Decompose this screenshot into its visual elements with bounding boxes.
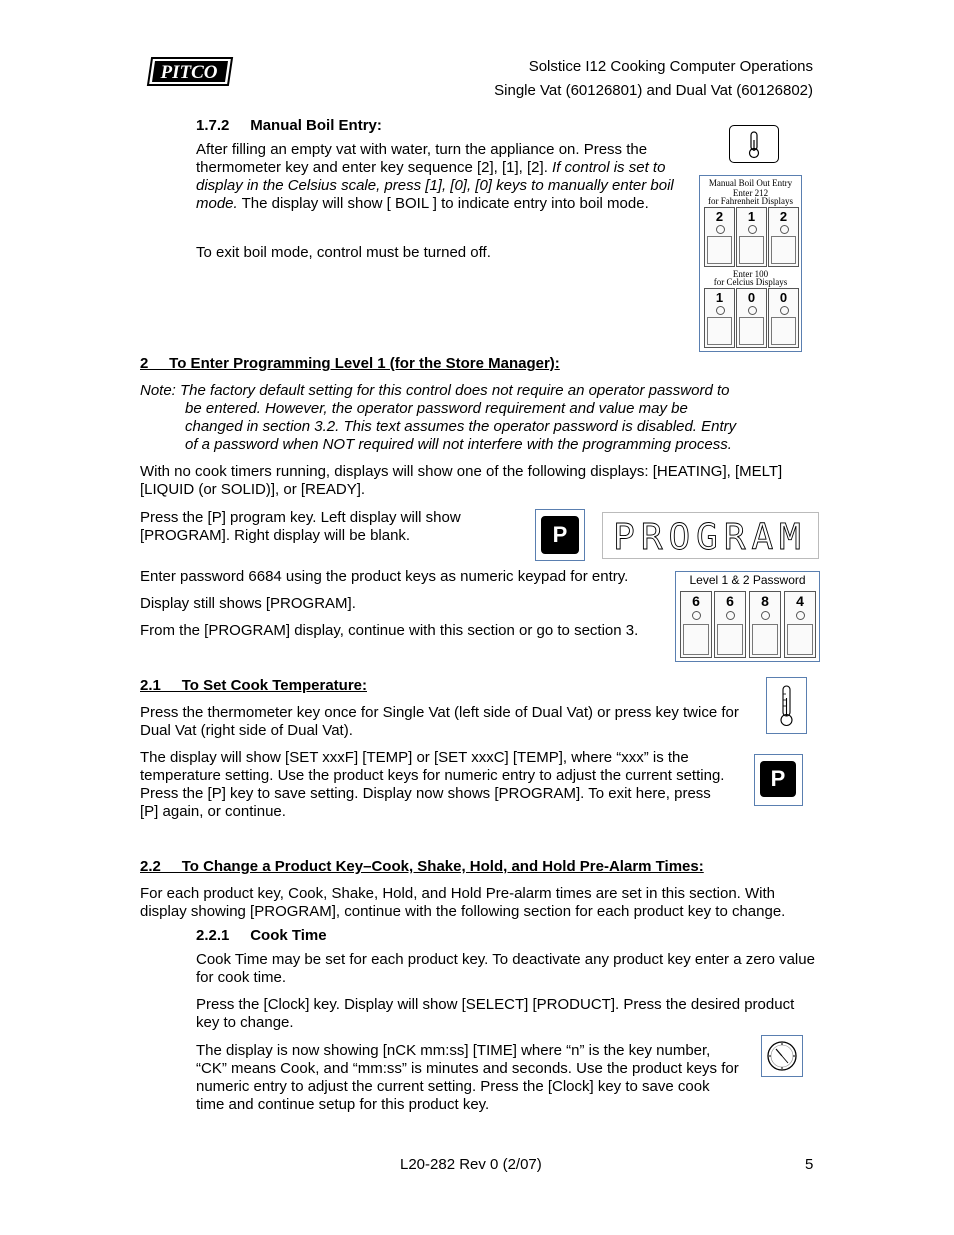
thermometer-icon <box>767 678 806 733</box>
product-key[interactable] <box>736 288 767 348</box>
header-title-line1: Solstice I12 Cooking Computer Operations <box>528 58 813 75</box>
key-pane <box>771 236 796 264</box>
key-pane <box>707 317 732 345</box>
footer-page-number: 5 <box>805 1156 814 1173</box>
note-line-3: changed in section 3.2. This text assumes the operator password is disabled. Entry <box>185 418 737 435</box>
program-key-2[interactable]: P <box>760 761 796 797</box>
note-line-1: Note: The factory default setting for this control does not require an operator password to <box>140 382 730 399</box>
boil-panel-sub1b: for Fahrenheit Displays <box>708 196 793 206</box>
key-led <box>692 611 701 620</box>
footer-doc-id: L20-282 Rev 0 (2/07) <box>400 1156 542 1173</box>
thermometer-key[interactable] <box>729 125 779 163</box>
manual-boil-panel <box>699 175 802 352</box>
key-digit: 2 <box>715 209 724 224</box>
key-pane <box>739 317 764 345</box>
boil-panel-sub1a: Enter 212 <box>732 188 769 198</box>
password-panel-title: Level 1 & 2 Password <box>689 573 806 587</box>
section-2-1-paragraph-1: Press the thermometer key once for Single Vat (left side of Dual Vat) or press key twice for Dual Vat (right side of Dual Vat). <box>140 704 739 739</box>
key-pane <box>717 624 743 655</box>
key-led <box>726 611 735 620</box>
section-2-1-paragraph-2: The display will show [SET xxxF] [TEMP] or [SET xxxC] [TEMP], where “xxx” is the temperature setting. Use the product keys for numeric entry to adjust the current setting. Press the [P] key to save setting. Display now shows [PROGRAM]. To exit here, press [P] again, or continue. <box>140 749 725 820</box>
note-line-4: of a password when NOT required will not interfere with the programming process. <box>185 436 732 453</box>
section-2-paragraph-3: Enter password 6684 using the product keys as numeric keypad for entry. <box>140 568 629 585</box>
section-1-7-2-heading: 1.7.2 Manual Boil Entry: <box>196 117 382 134</box>
product-key[interactable] <box>736 207 767 267</box>
header-title-line2: Single Vat (60126801) and Dual Vat (60126802) <box>494 82 813 99</box>
key-pane <box>707 236 732 264</box>
section-2-1-heading: 2.1 To Set Cook Temperature: <box>140 677 367 694</box>
key-digit: 0 <box>779 290 788 305</box>
thermometer-icon <box>730 126 778 162</box>
key-led <box>780 306 789 315</box>
pitco-logo <box>146 56 234 87</box>
key-pane <box>787 624 813 655</box>
section-2-2-1-paragraph-1: Cook Time may be set for each product key. To deactivate any product key enter a zero value for cook time. <box>196 951 815 986</box>
section-2-heading: 2 To Enter Programming Level 1 (for the Store Manager): <box>140 355 560 372</box>
product-key[interactable] <box>704 207 735 267</box>
password-key[interactable] <box>714 591 746 658</box>
section-2-paragraph-2: Press the [P] program key. Left display will show [PROGRAM]. Right display will be blank. <box>140 509 461 544</box>
key-digit: 1 <box>747 209 756 224</box>
key-pane <box>739 236 764 264</box>
section-2-2-1-heading: 2.2.1 Cook Time <box>196 927 327 944</box>
section-2-2-1-paragraph-3: The display is now showing [nCK mm:ss] [TIME] where “n” is the key number, “CK” means Cook, and “mm:ss” is minutes and seconds. Use the product keys for numeric entry to adjust the current setting. Press the [Clock] key to save cook time and continue setup for this product key. <box>196 1042 739 1113</box>
key-led <box>748 225 757 234</box>
key-led <box>761 611 770 620</box>
key-led <box>716 225 725 234</box>
section-2-2-heading: 2.2 To Change a Product Key–Cook, Shake, Hold, and Hold Pre-Alarm Times: <box>140 858 704 875</box>
program-display-segments <box>603 513 818 558</box>
boil-text-a: After filling an empty vat with water, turn the appliance on. Press the thermometer key and enter key sequence [2], [1], [2]. <box>196 141 648 176</box>
boil-panel-title: Manual Boil Out Entry <box>708 178 793 188</box>
boil-panel-sub2a: Enter 100 <box>732 269 769 279</box>
program-display <box>602 512 819 559</box>
product-key[interactable] <box>704 288 735 348</box>
key-digit: 4 <box>796 593 804 609</box>
key-digit: 0 <box>747 290 756 305</box>
key-pane <box>752 624 778 655</box>
program-key[interactable]: P <box>541 516 579 554</box>
section-2-paragraph-4: Display still shows [PROGRAM]. <box>140 595 356 612</box>
key-pane <box>771 317 796 345</box>
password-key[interactable] <box>784 591 816 658</box>
product-key[interactable] <box>768 207 799 267</box>
section-2-paragraph-1: With no cook timers running, displays will show one of the following displays: [HEATING], [MELT] [LIQUID (or SOLID)], or [READY]. <box>140 463 783 498</box>
boil-text-celsius: If control is set to display in the Celsius scale, press [1], [0], [0] keys to manually enter boil mode. <box>196 159 674 212</box>
section-2-paragraph-5: From the [PROGRAM] display, continue with this section or go to section 3. <box>140 622 639 639</box>
key-digit: 2 <box>779 209 788 224</box>
key-digit: 6 <box>726 593 734 609</box>
program-key-frame-2[interactable] <box>754 754 803 806</box>
logo-text: PITCO <box>160 62 218 83</box>
password-key[interactable] <box>680 591 712 658</box>
key-pane <box>683 624 709 655</box>
program-display-text: PROGRAM <box>613 517 807 558</box>
boil-text-c: The display will show [ BOIL ] to indicate entry into boil mode. <box>237 195 649 212</box>
password-panel <box>675 571 820 662</box>
product-key[interactable] <box>768 288 799 348</box>
thermometer-key-2[interactable] <box>766 677 807 734</box>
boil-exit-text: To exit boil mode, control must be turned off. <box>196 244 491 261</box>
key-led <box>796 611 805 620</box>
section-2-2-1-paragraph-2: Press the [Clock] key. Display will show [SELECT] [PRODUCT]. Press the desired product key to change. <box>196 996 795 1031</box>
note-line-2: be entered. However, the operator password requirement and value may be <box>185 400 688 417</box>
key-led <box>780 225 789 234</box>
clock-icon <box>762 1036 802 1076</box>
key-digit: 1 <box>715 290 724 305</box>
key-digit: 6 <box>692 593 700 609</box>
key-led <box>716 306 725 315</box>
section-1-7-2-paragraph <box>196 141 676 213</box>
password-key[interactable] <box>749 591 781 658</box>
key-digit: 8 <box>761 593 769 609</box>
clock-key[interactable] <box>761 1035 803 1077</box>
program-key-frame[interactable] <box>535 509 585 561</box>
key-led <box>748 306 757 315</box>
section-2-2-paragraph: For each product key, Cook, Shake, Hold, and Hold Pre-alarm times are set in this section. With display showing [PROGRAM], continue with the following section for each product key to change. <box>140 885 786 920</box>
boil-panel-sub2b: for Celcius Displays <box>713 277 788 287</box>
